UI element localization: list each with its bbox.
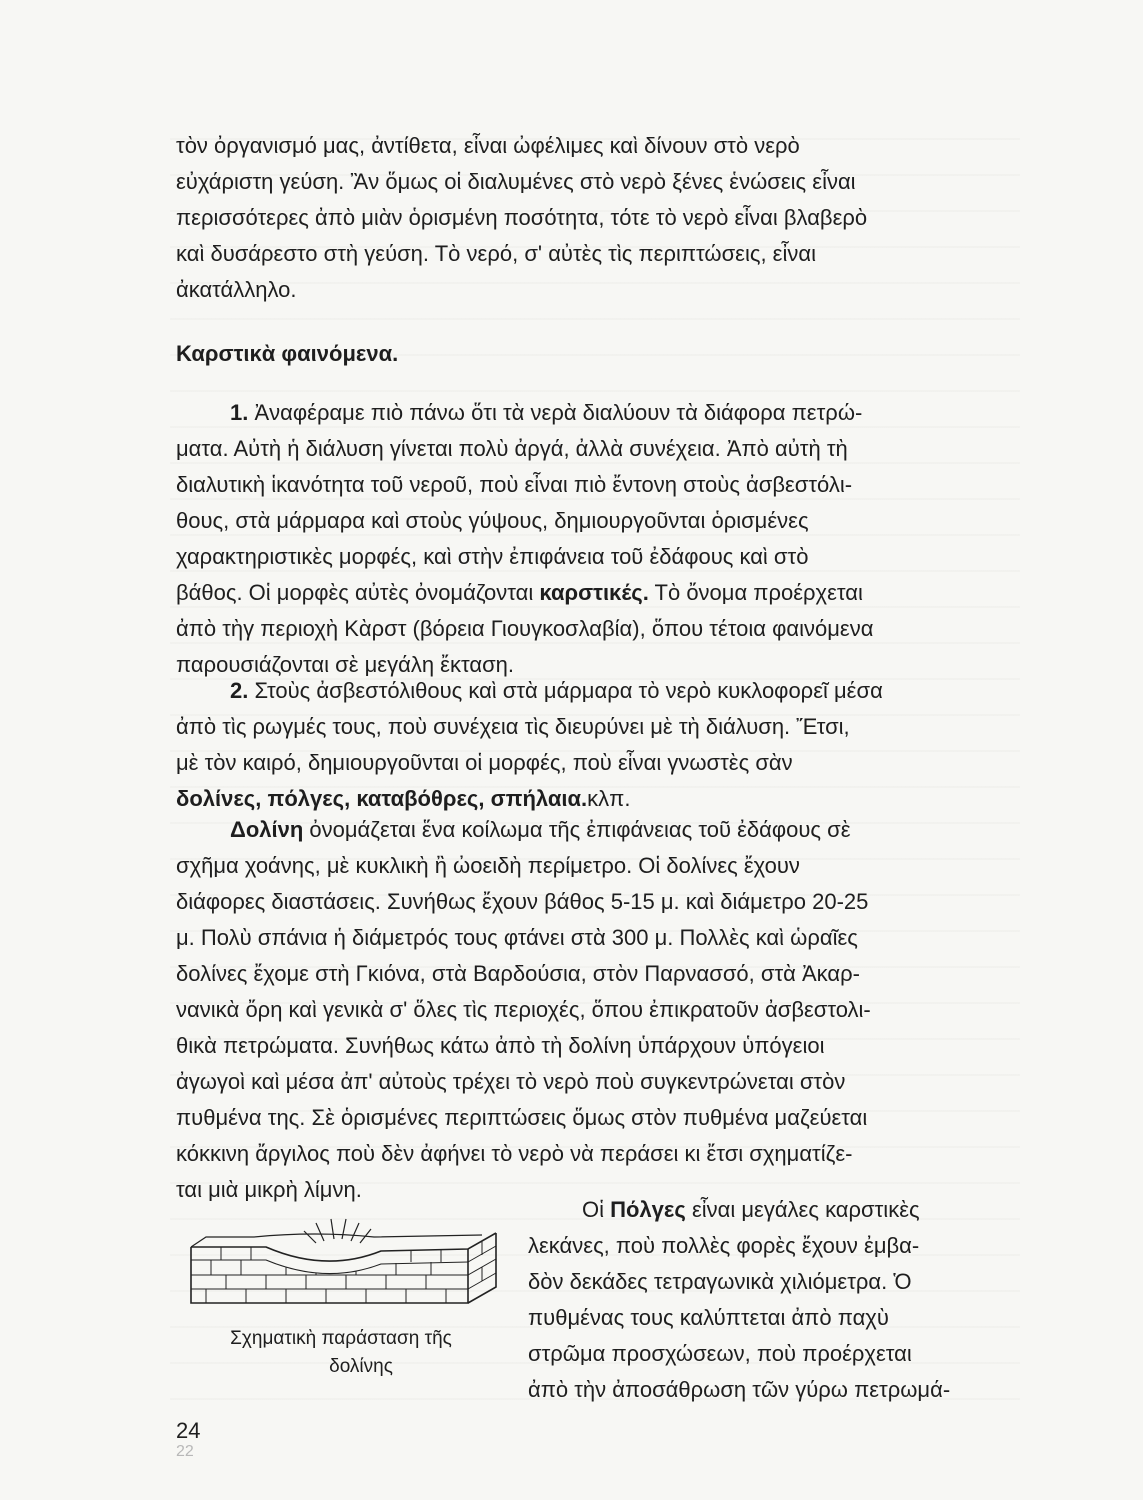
term-polje: Πόλγες (610, 1197, 686, 1222)
text-line: περισσότερες ἀπὸ μιὰν ὁρισμένη ποσότητα, τότε τὸ νερὸ εἶναι βλαβερὸ (176, 205, 868, 230)
text-line: διάφορες διαστάσεις. Συνήθως ἔχουν βάθος 5-15 μ. καὶ διάμετρο 20-25 (176, 889, 869, 914)
term-list: δολίνες, πόλγες, καταβόθρες, σπήλαια. (176, 786, 588, 811)
text-line: λεκάνες, ποὺ πολλὲς φορὲς ἔχουν ἐμβα- (528, 1233, 920, 1258)
text-line: δολίνες ἔχομε στὴ Γκιόνα, στὰ Βαρδούσια, στὸν Παρνασσό, στὰ Ἀκαρ- (176, 961, 860, 986)
text-line: θους, στὰ μάρμαρα καὶ στοὺς γύψους, δημιουργοῦνται ὁρισμένες (176, 508, 809, 533)
text-line: παρουσιάζονται σὲ μεγάλη ἔκταση. (176, 652, 514, 677)
text-line: δὸν δεκάδες τετραγωνικὰ χιλιόμετρα. Ὁ (528, 1269, 912, 1294)
paragraph-number: 1. (230, 400, 249, 425)
paragraph-dolines (176, 812, 1018, 1208)
page-number: 24 (176, 1418, 201, 1443)
text-line: πυθμένα της. Σὲ ὁρισμένες περιπτώσεις ὅμως στὸν πυθμένα μαζεύεται (176, 1105, 868, 1130)
text-line: διαλυτικὴ ἱκανότητα τοῦ νεροῦ, ποὺ εἶναι πιὸ ἔντονη στοὺς ἀσβεστόλι- (176, 472, 853, 497)
text-line: 1. Ἀναφέραμε πιὸ πάνω ὅτι τὰ νερὰ διαλύουν τὰ διάφορα πετρώ- (230, 400, 863, 425)
text-line: ματα. Αὐτὴ ἡ διάλυση γίνεται πολὺ ἀργά, ἀλλὰ συνέχεια. Ἀπὸ αὐτὴ τὴ (176, 436, 848, 461)
text-line: δολίνες, πόλγες, καταβόθρες, σπήλαια. κλπ. (176, 781, 1018, 817)
doline-diagram (176, 1215, 506, 1315)
text-line: Δολίνη ὀνομάζεται ἕνα κοίλωμα τῆς ἐπιφάνειας τοῦ ἐδάφους σὲ (230, 817, 851, 842)
term-karstic: καρστικές. (539, 580, 649, 605)
text-line: μ. Πολὺ σπάνια ἡ διάμετρός τους φτάνει στὰ 300 μ. Πολλὲς καὶ ὡραῖες (176, 925, 858, 950)
doline-figure (176, 1215, 506, 1425)
text-line: τὸν ὀργανισμό μας, ἀντίθετα, εἶναι ὠφέλιμες καὶ δίνουν στὸ νερὸ (176, 133, 800, 158)
ghost-page-number: 22 (176, 1443, 194, 1460)
text-line: ται μιὰ μικρὴ λίμνη. (176, 1177, 362, 1202)
text-line: ἀπὸ τὴν ἀποσάθρωση τῶν γύρω πετρωμά- (528, 1377, 951, 1402)
term-doline: Δολίνη (230, 817, 304, 842)
text-line: βάθος. Οἱ μορφὲς αὐτὲς ὀνομάζονται καρστικές. Τὸ ὄνομα προέρχεται (176, 580, 863, 605)
section-heading: Καρστικὰ φαινόμενα. (176, 341, 399, 366)
text-line: ἀπὸ τὶς ρωγμές τους, ποὺ συνέχεια τὶς διευρύνει μὲ τὴ διάλυση. Ἔτσι, (176, 714, 850, 739)
figure-caption: Σχηματικὴ παράσταση τῆς δολίνης (230, 1328, 452, 1377)
text-line: μὲ τὸν καιρό, δημιουργοῦνται οἱ μορφές, ποὺ εἶναι γνωστὲς σὰν (176, 750, 793, 775)
text-line: 2. Στοὺς ἀσβεστόλιθους καὶ στὰ μάρμαρα τὸ νερὸ κυκλοφορεῖ μέσα (230, 678, 883, 703)
text-line: κόκκινη ἄργιλος ποὺ δὲν ἀφήνει τὸ νερὸ νὰ περάσει κι ἔτσι σχηματίζε- (176, 1141, 853, 1166)
intro-paragraph (176, 128, 1018, 308)
text-line: Οἱ Πόλγες εἶναι μεγάλες καρστικὲς (582, 1197, 920, 1222)
text-line: νανικὰ ὄρη καὶ γενικὰ σ' ὅλες τὶς περιοχές, ὅπου ἐπικρατοῦν ἀσβεστολι- (176, 997, 871, 1022)
text-line: ἀκατάλληλο. (176, 277, 297, 302)
text-line: ἀπὸ τὴγ περιοχὴ Κὰρστ (βόρεια Γιουγκοσλαβία), ὅπου τέτοια φαινόμενα (176, 616, 874, 641)
paragraph-2 (176, 673, 1018, 817)
text-line: εὐχάριστη γεύση. Ἂν ὅμως οἱ διαλυμένες στὸ νερὸ ξένες ἑνώσεις εἶναι (176, 169, 856, 194)
text-line: στρῶμα προσχώσεων, ποὺ προέρχεται (528, 1341, 912, 1366)
text-line: πυθμένας τους καλύπτεται ἀπὸ παχὺ (528, 1305, 889, 1330)
paragraph-number: 2. (230, 678, 249, 703)
text-line: θικὰ πετρώματα. Συνήθως κάτω ἀπὸ τὴ δολίνη ὑπάρχουν ὑπόγειοι (176, 1033, 825, 1058)
text-line: καὶ δυσάρεστο στὴ γεύση. Τὸ νερό, σ' αὐτὲς τὶς περιπτώσεις, εἶναι (176, 241, 816, 266)
paragraph-poljes (528, 1192, 1018, 1408)
text-line: χαρακτηριστικὲς μορφές, καὶ στὴν ἐπιφάνεια τοῦ ἐδάφους καὶ στὸ (176, 544, 809, 569)
text-line: σχῆμα χοάνης, μὲ κυκλικὴ ἢ ὠοειδὴ περίμετρο. Οἱ δολίνες ἔχουν (176, 853, 800, 878)
paragraph-1 (176, 395, 1018, 683)
text-line: ἀγωγοὶ καὶ μέσα ἀπ' αὐτοὺς τρέχει τὸ νερὸ ποὺ συγκεντρώνεται στὸν (176, 1069, 846, 1094)
